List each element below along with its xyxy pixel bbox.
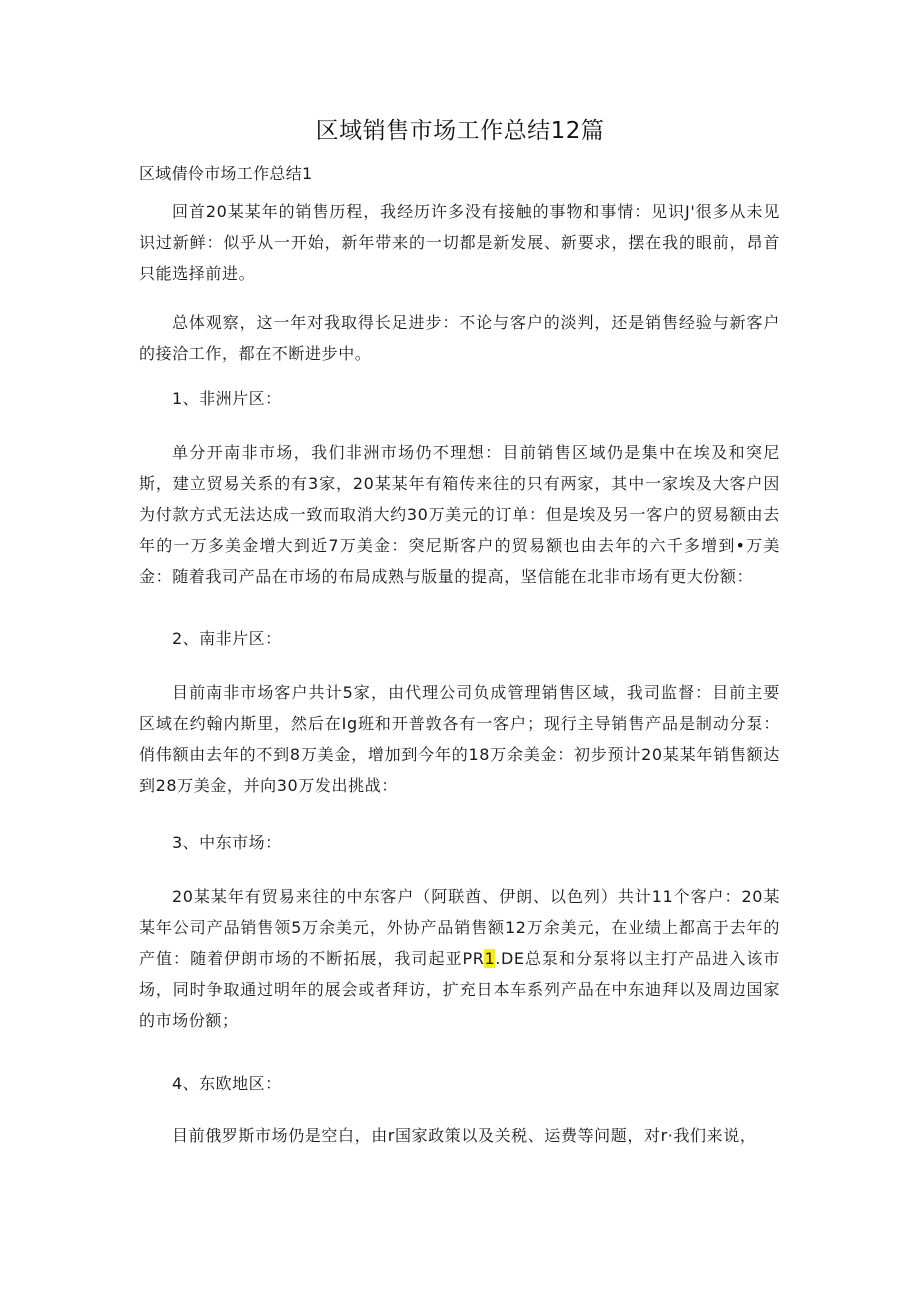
paragraph-overview: 总体观察，这一年对我取得长足进步：不论与客户的淡判，还是销售经验与新客户的接洽工作，都在不断进步中。	[139, 313, 780, 363]
paragraph-intro: 回首20某某年的销售历程，我经历许多没有接触的事物和事情：见识J'很多从未见识过新鲜：似乎从一开始，新年带来的一切都是新发展、新要求，摆在我的眼前，昂首只能选择前进。	[139, 202, 780, 283]
paragraph-africa: 单分开南非市场，我们非洲市场仍不理想：目前销售区域仍是集中在埃及和突尼斯，建立贸易关系的有3家，20某某年有箱传来往的只有两家，其中一家埃及大客户因为付款方式无法达成一致而取消大约30万美元的订单：但是埃及另一客户的贸易额由去年的一万多美金增大到近7万美金：突尼斯客户的贸易额也由去年的六千多增到•万美金：随着我司产品在市场的布局成熟与版量的提高，坚信能在北非市场有更大份额：	[139, 443, 780, 586]
document-subtitle: 区域倩伶市场工作总结1	[139, 164, 313, 183]
section-heading-middle-east: 3、中东市场：	[172, 833, 282, 852]
paragraph-south-africa: 目前南非市场客户共计5家，由代理公司负成管理销售区域，我司监督：目前主要区域在约翰内斯里，然后在Ig班和开普敦各有一客户；现行主导销售产品是制动分泵：俏伟额由去年的不到8万美金，增加到今年的18万余美金：初步预计20某某年销售额达到28万美金，并向30万发出挑战：	[139, 683, 780, 795]
middle-east-text-after: .DE总泵和分泵将以主打产品进入该市场，同时争取通过明年的展会或者拜访，扩充日本车系列产品在中东迪拜以及周边国家的市场份额；	[139, 949, 780, 1030]
paragraph-east-europe: 目前俄罗斯市场仍是空白，由r国家政策以及关税、运费等问题，对r·我们来说，	[172, 1126, 757, 1145]
middle-east-text-before: 20某某年有贸易来往的中东客户（阿联酋、伊朗、以色列）共计11个客户：20某某年公司产品销售领5万余美元，外协产品销售额12万余美元，在业绩上都高于去年的产值：随着伊朗市场的不断拓展，我司起亚PR	[139, 887, 780, 968]
paragraph-middle-east	[139, 881, 780, 1036]
section-heading-africa: 1、非洲片区：	[172, 389, 282, 408]
document-title: 区域销售市场工作总结12篇	[315, 118, 605, 144]
highlighted-text: 1	[484, 949, 496, 968]
section-heading-south-africa: 2、南非片区：	[172, 629, 282, 648]
section-heading-east-europe: 4、东欧地区：	[172, 1074, 282, 1093]
